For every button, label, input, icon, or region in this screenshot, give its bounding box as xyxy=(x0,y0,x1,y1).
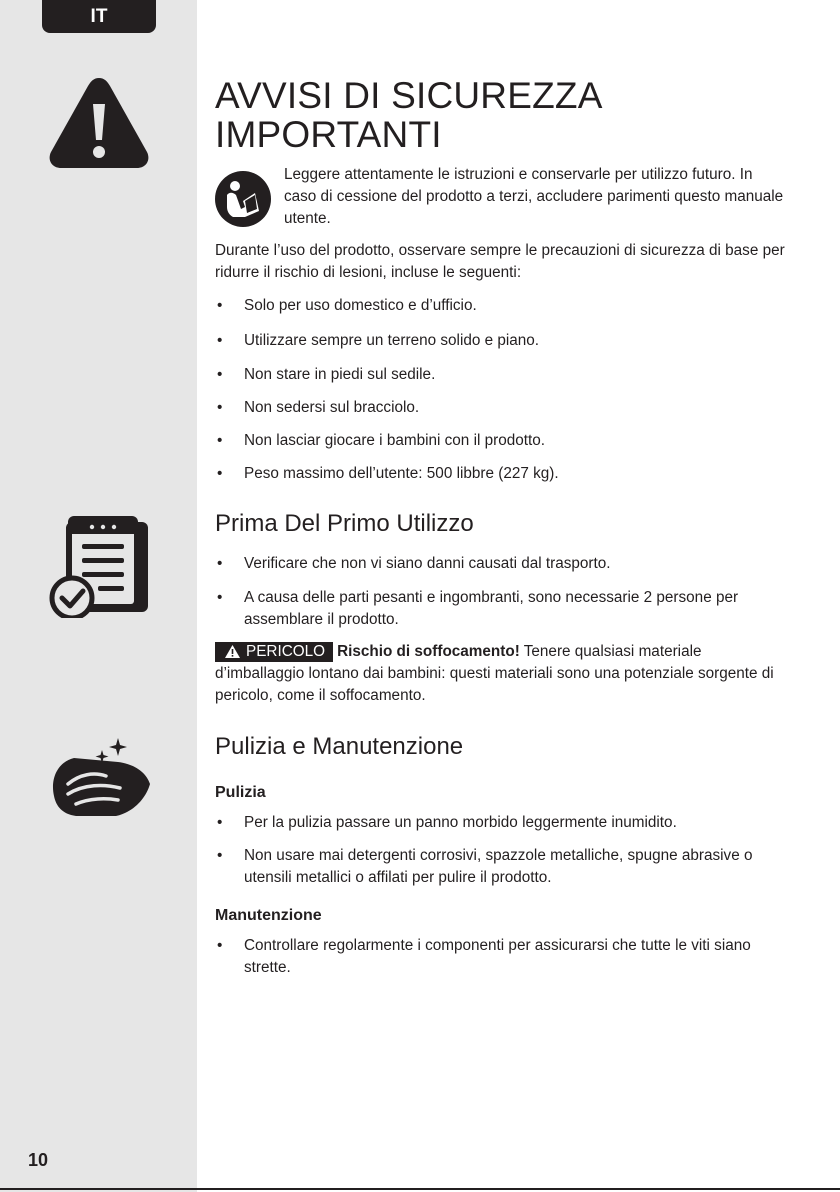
cleaning-hand-icon xyxy=(46,736,156,820)
read-instructions-note: Leggere attentamente le istruzioni e conservarle per utilizzo futuro. In caso di cessione del prodotto a terzi, accludere parimenti questo manuale utente. xyxy=(284,166,784,227)
subsection-title-cleaning: Pulizia xyxy=(215,784,266,801)
warning-triangle-icon xyxy=(46,74,152,172)
danger-warning: PERICOLO Rischio di soffocamento! Tenere qualsiasi materiale d’imballaggio lontano dai bambini: questi materiali sono una potenziale sorgente di pericolo, come il soffocamento. xyxy=(215,643,774,704)
language-badge: IT xyxy=(42,0,156,33)
bottom-rule xyxy=(0,1188,840,1190)
section-title-cleaning: Pulizia e Manutenzione xyxy=(215,733,464,760)
list-item: • Non stare in piedi sul sedile. xyxy=(217,366,436,383)
subsection-title-maintenance: Manutenzione xyxy=(215,907,322,924)
list-item: • Solo per uso domestico e d’ufficio. xyxy=(217,297,477,314)
list-item: • Non lasciar giocare i bambini con il prodotto. xyxy=(217,432,545,449)
safety-intro: Durante l’uso del prodotto, osservare sempre le precauzioni di sicurezza di base per ridurre il rischio di lesioni, incluse le seguenti: xyxy=(215,242,785,281)
list-item: • Non sedersi sul bracciolo. xyxy=(217,399,420,416)
list-item: • Verificare che non vi siano danni causati dal trasporto. xyxy=(217,555,611,572)
list-item: • Per la pulizia passare un panno morbido leggermente inumidito. xyxy=(217,814,677,831)
danger-badge: PERICOLO xyxy=(215,642,333,662)
list-item: • Controllare regolarmente i componenti per assicurarsi che tutte le viti siano strette. xyxy=(217,937,751,976)
list-item: • Non usare mai detergenti corrosivi, spazzole metalliche, spugne abrasive o utensili metallici o affilati per pulire il prodotto. xyxy=(217,847,753,886)
page-number: 10 xyxy=(28,1150,49,1170)
list-item: • A causa delle parti pesanti e ingombranti, sono necessarie 2 persone per assemblare il prodotto. xyxy=(217,589,739,628)
danger-triangle-icon xyxy=(225,645,240,658)
page-title: AVVISI DI SICUREZZA IMPORTANTI xyxy=(215,75,603,155)
list-item: • Utilizzare sempre un terreno solido e piano. xyxy=(217,332,540,349)
read-manual-icon xyxy=(215,171,271,227)
section-title-first-use: Prima Del Primo Utilizzo xyxy=(215,510,474,537)
checklist-icon xyxy=(48,512,152,618)
list-item: • Peso massimo dell’utente: 500 libbre (227 kg). xyxy=(217,465,559,482)
